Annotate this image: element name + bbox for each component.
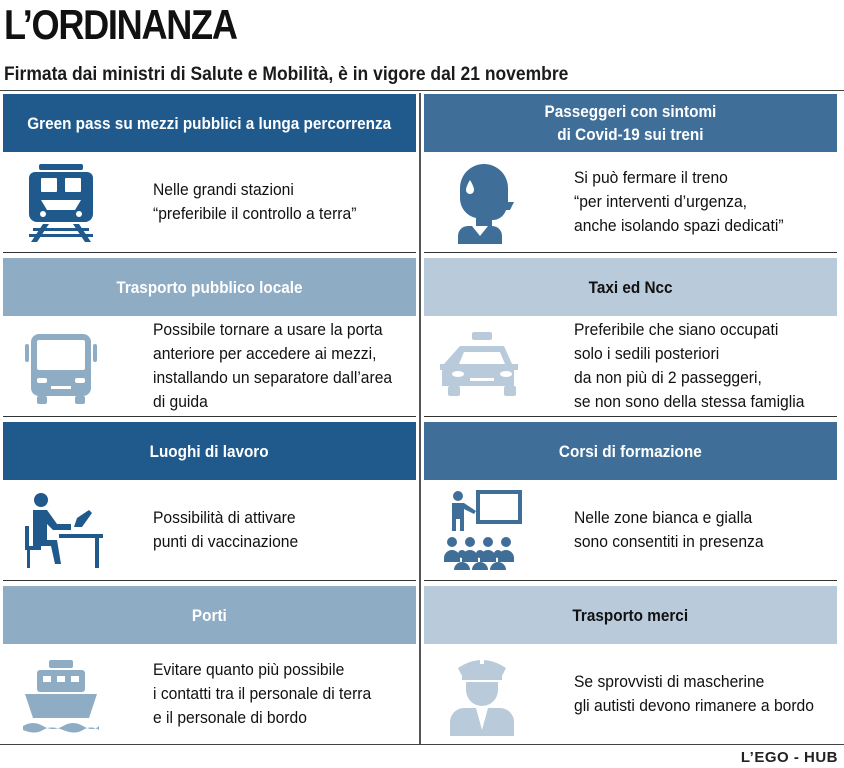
card-local-transport [3,258,416,418]
card-covid-symptoms [424,94,837,254]
card-heading: Luoghi di lavoro [3,422,416,480]
card-workplaces [3,422,416,582]
card-green-pass [3,94,416,254]
card-divider [3,580,416,581]
column-divider [419,93,421,745]
bottom-divider [0,744,844,745]
office-worker-icon [19,488,103,572]
card-divider [424,580,837,581]
page-subtitle: Firmata dai ministri di Salute e Mobilità, è in vigore dal 21 novembre [4,64,569,85]
train-icon [19,160,103,244]
page-title: L’ORDINANZA [4,1,237,48]
card-text: Se sprovvisti di mascherine gli autisti devono rimanere a bordo [574,672,814,715]
driver-icon [440,652,524,736]
card-text: Evitare quanto più possibile i contatti tra il personale di terra e il personale di bordo [153,660,372,727]
top-divider [0,90,844,91]
card-heading: Passeggeri con sintomi di Covid-19 sui treni [424,94,837,152]
card-text: Nelle grandi stazioni “preferibile il controllo a terra” [153,180,357,223]
bus-icon [19,324,103,408]
card-text: Nelle zone bianca e gialla sono consentiti in presenza [574,508,764,551]
card-taxi [424,258,837,418]
card-divider [3,416,416,417]
card-freight-transport [424,586,837,746]
card-ports [3,586,416,746]
card-divider [424,252,837,253]
card-heading: Green pass su mezzi pubblici a lunga percorrenza [3,94,416,152]
classroom-icon [440,488,524,572]
card-heading: Corsi di formazione [424,422,837,480]
taxi-icon [440,324,524,408]
card-divider [424,416,837,417]
card-training-courses [424,422,837,582]
sick-person-icon [440,160,524,244]
card-text: Possibilità di attivare punti di vaccinazione [153,508,299,551]
card-heading: Trasporto merci [424,586,837,644]
card-heading: Trasporto pubblico locale [3,258,416,316]
card-divider [3,252,416,253]
source-credit: L’EGO - HUB [740,749,838,766]
ship-icon [19,652,103,736]
card-heading: Taxi ed Ncc [424,258,837,316]
card-text: Si può fermare il treno “per interventi d’urgenza, anche isolando spazi dedicati” [574,168,784,235]
card-heading: Porti [3,586,416,644]
card-text: Possibile tornare a usare la porta anteriore per accedere ai mezzi, installando un separatore dall’area di guida [153,320,393,411]
card-text: Preferibile che siano occupati solo i sedili posteriori da non più di 2 passeggeri, se non sono della stessa famiglia [574,320,805,411]
